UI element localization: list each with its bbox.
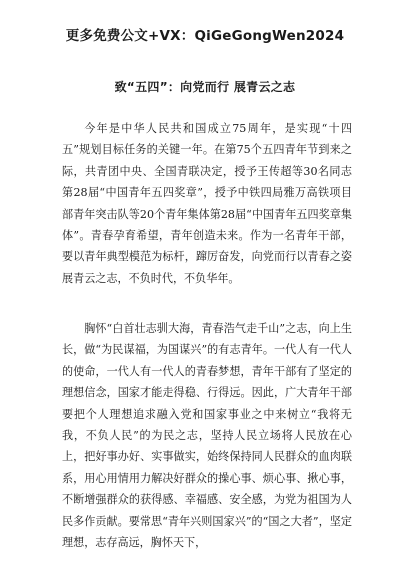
document-title: 致“五四”：向党而行 展青云之志 — [114, 80, 296, 94]
paragraph-2: 胸怀“白首壮志驯大海，青春浩气走千山”之志，向上生长，做“为民谋福，为国谋兴”的有志青年。一代人有一代人的使命，一代人有一代人的青春梦想，青年干部有了坚定的理想信念，国家才能走得稳、行得远。因此，广大青年干部要把个人理想追求融入党和国家事业之中来树立“我将无我，不负人民”的为民之志，坚持人民立场将人民放在心上，把好事办好、实事做实，始终保持同人民群众的血肉联系，用心用情用力解决好群众的操心事、烦心事、揪心事，不断增强群众的获得感、幸福感、安全感，为党为祖国为人民多作贡献。要常思“青年兴则国家兴”的“国之大者”，坚定理想，志存高远，胸怀天下， — [62, 322, 352, 550]
promo-header: 更多免费公文+VX：QiGeGongWen2024 — [65, 28, 345, 44]
paragraph-1: 今年是中华人民共和国成立75周年，是实现“十四五”规划目标任务的关键一年。在第75个五四青年节到来之际，共青团中央、全国青联决定，授予王传超等30名同志第28届“中国青年五四奖章”，授予中铁四局雅万高铁项目部青年突击队等20个青年集体第28届“中国青年五四奖章集体”。青春孕育希望，青年创造未来。作为一名青年干部，要以青年典型模范为标杆，蹿厉奋发，向党而行以青春之姿展青云之志，不负时代，不负华年。 — [62, 122, 352, 285]
